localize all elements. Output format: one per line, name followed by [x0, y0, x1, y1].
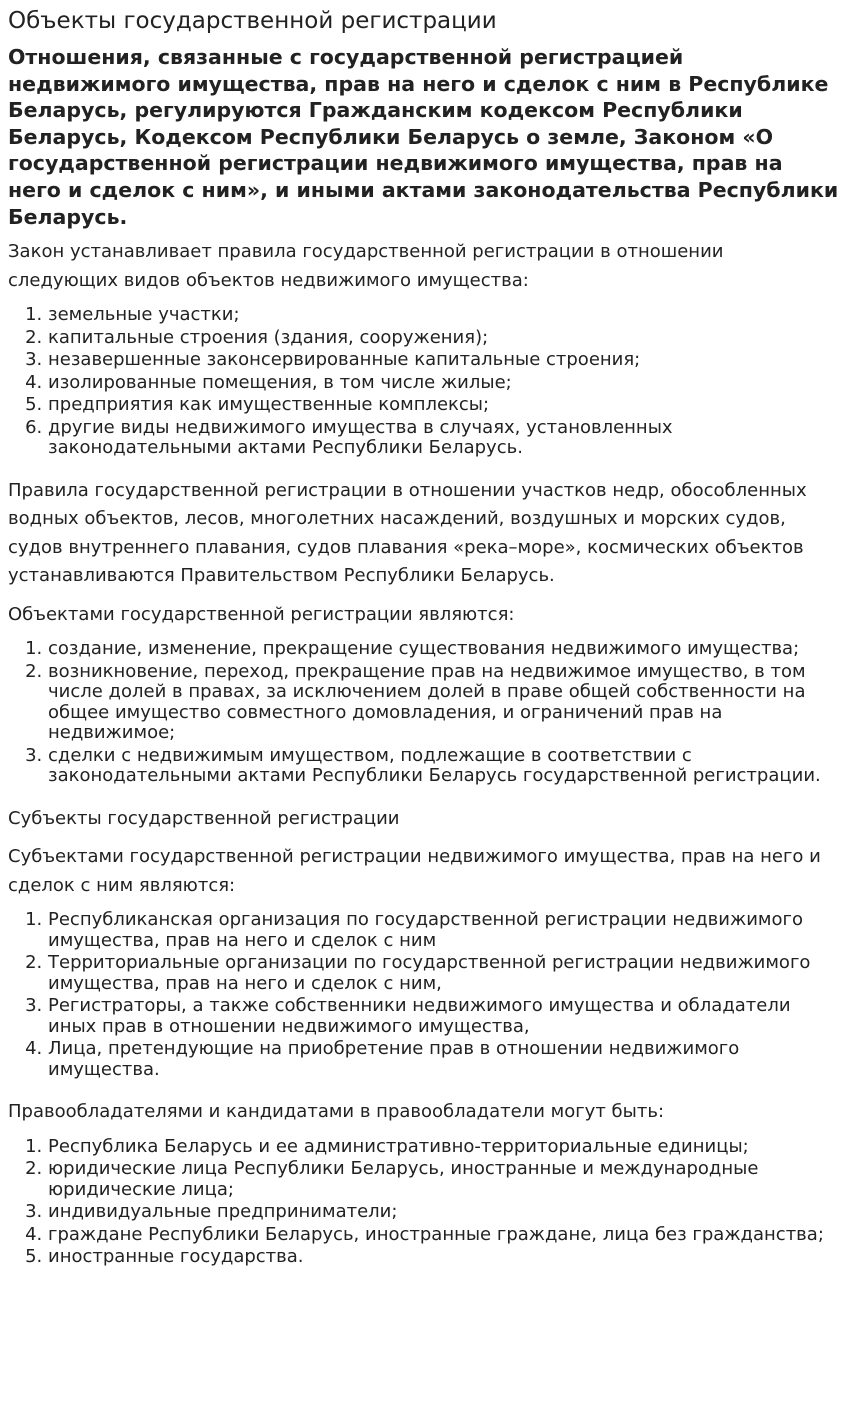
list-item: 3. Регистраторы, а также собственники недвижимого имущества и обладатели иных прав в отношении недвижимого имущества, [48, 996, 839, 1037]
list-item: 2. юридические лица Республики Беларусь, иностранные и международные юридические лица; [48, 1159, 839, 1200]
list-item: 3. индивидуальные предприниматели; [48, 1202, 839, 1223]
objects-heading: Объектами государственной регистрации являются: [8, 603, 515, 625]
list-item: 1. Республика Беларусь и ее административно-территориальные единицы; [48, 1137, 839, 1158]
page-title: Объекты государственной регистрации [8, 8, 497, 34]
government-rules-paragraph: Правила государственной регистрации в отношении участков недр, обособленных водных объектов, лесов, многолетних насаждений, воздушных и морских судов, судов внутреннего плавания, судов плавания «река–море», космических объектов устанавливаются Правительством Республики Беларусь. [8, 479, 807, 587]
list-item: 5. предприятия как имущественные комплексы; [48, 395, 839, 416]
list-item: 3. незавершенные законсервированные капитальные строения; [48, 350, 839, 371]
holders-list [8, 1137, 839, 1268]
list-item: 1. земельные участки; [48, 305, 839, 326]
list-item: 4. Лица, претендующие на приобретение прав в отношении недвижимого имущества. [48, 1039, 839, 1080]
subjects-heading: Субъектами государственной регистрации недвижимого имущества, прав на него и сделок с ним являются: [8, 846, 821, 896]
lead-paragraph: Отношения, связанные с государственной регистрацией недвижимого имущества, прав на него и сделок с ним в Республике Беларусь, регулируются Гражданским кодексом Республики Беларусь, Кодексом Республики Беларусь о земле, Законом «О государственной регистрации недвижимого имущества, прав на него и сделок с ним», и иными актами законодательства Республики Беларусь. [8, 45, 839, 229]
list-item: 1. создание, изменение, прекращение существования недвижимого имущества; [48, 639, 839, 660]
holders-heading: Правообладателями и кандидатами в правообладатели могут быть: [8, 1101, 665, 1123]
list-item: 5. иностранные государства. [48, 1247, 839, 1268]
intro-paragraph: Закон устанавливает правила государственной регистрации в отношении следующих видов объектов недвижимого имущества: [8, 241, 724, 291]
objects-list [8, 639, 839, 787]
list-item: 2. возникновение, переход, прекращение прав на недвижимое имущество, в том числе долей в правах, за исключением долей в праве общей собственности на общее имущество совместного домовладения, и ограничений прав на недвижимое; [48, 662, 839, 744]
subjects-list [8, 910, 839, 1080]
list-item: 2. капитальные строения (здания, сооружения); [48, 328, 839, 349]
list-item: 4. изолированные помещения, в том числе жилые; [48, 373, 839, 394]
list-item: 4. граждане Республики Беларусь, иностранные граждане, лица без гражданства; [48, 1225, 839, 1246]
subjects-title: Субъекты государственной регистрации [8, 807, 400, 829]
list-item: 6. другие виды недвижимого имущества в случаях, установленных законодательными актами Республики Беларусь. [48, 418, 839, 459]
list-item: 1. Республиканская организация по государственной регистрации недвижимого имущества, прав на него и сделок с ним [48, 910, 839, 951]
list-item: 3. сделки с недвижимым имуществом, подлежащие в соответствии с законодательными актами Республики Беларусь государственной регистрации. [48, 746, 839, 787]
list-item: 2. Территориальные организации по государственной регистрации недвижимого имущества, прав на него и сделок с ним, [48, 953, 839, 994]
property-types-list [8, 305, 839, 459]
